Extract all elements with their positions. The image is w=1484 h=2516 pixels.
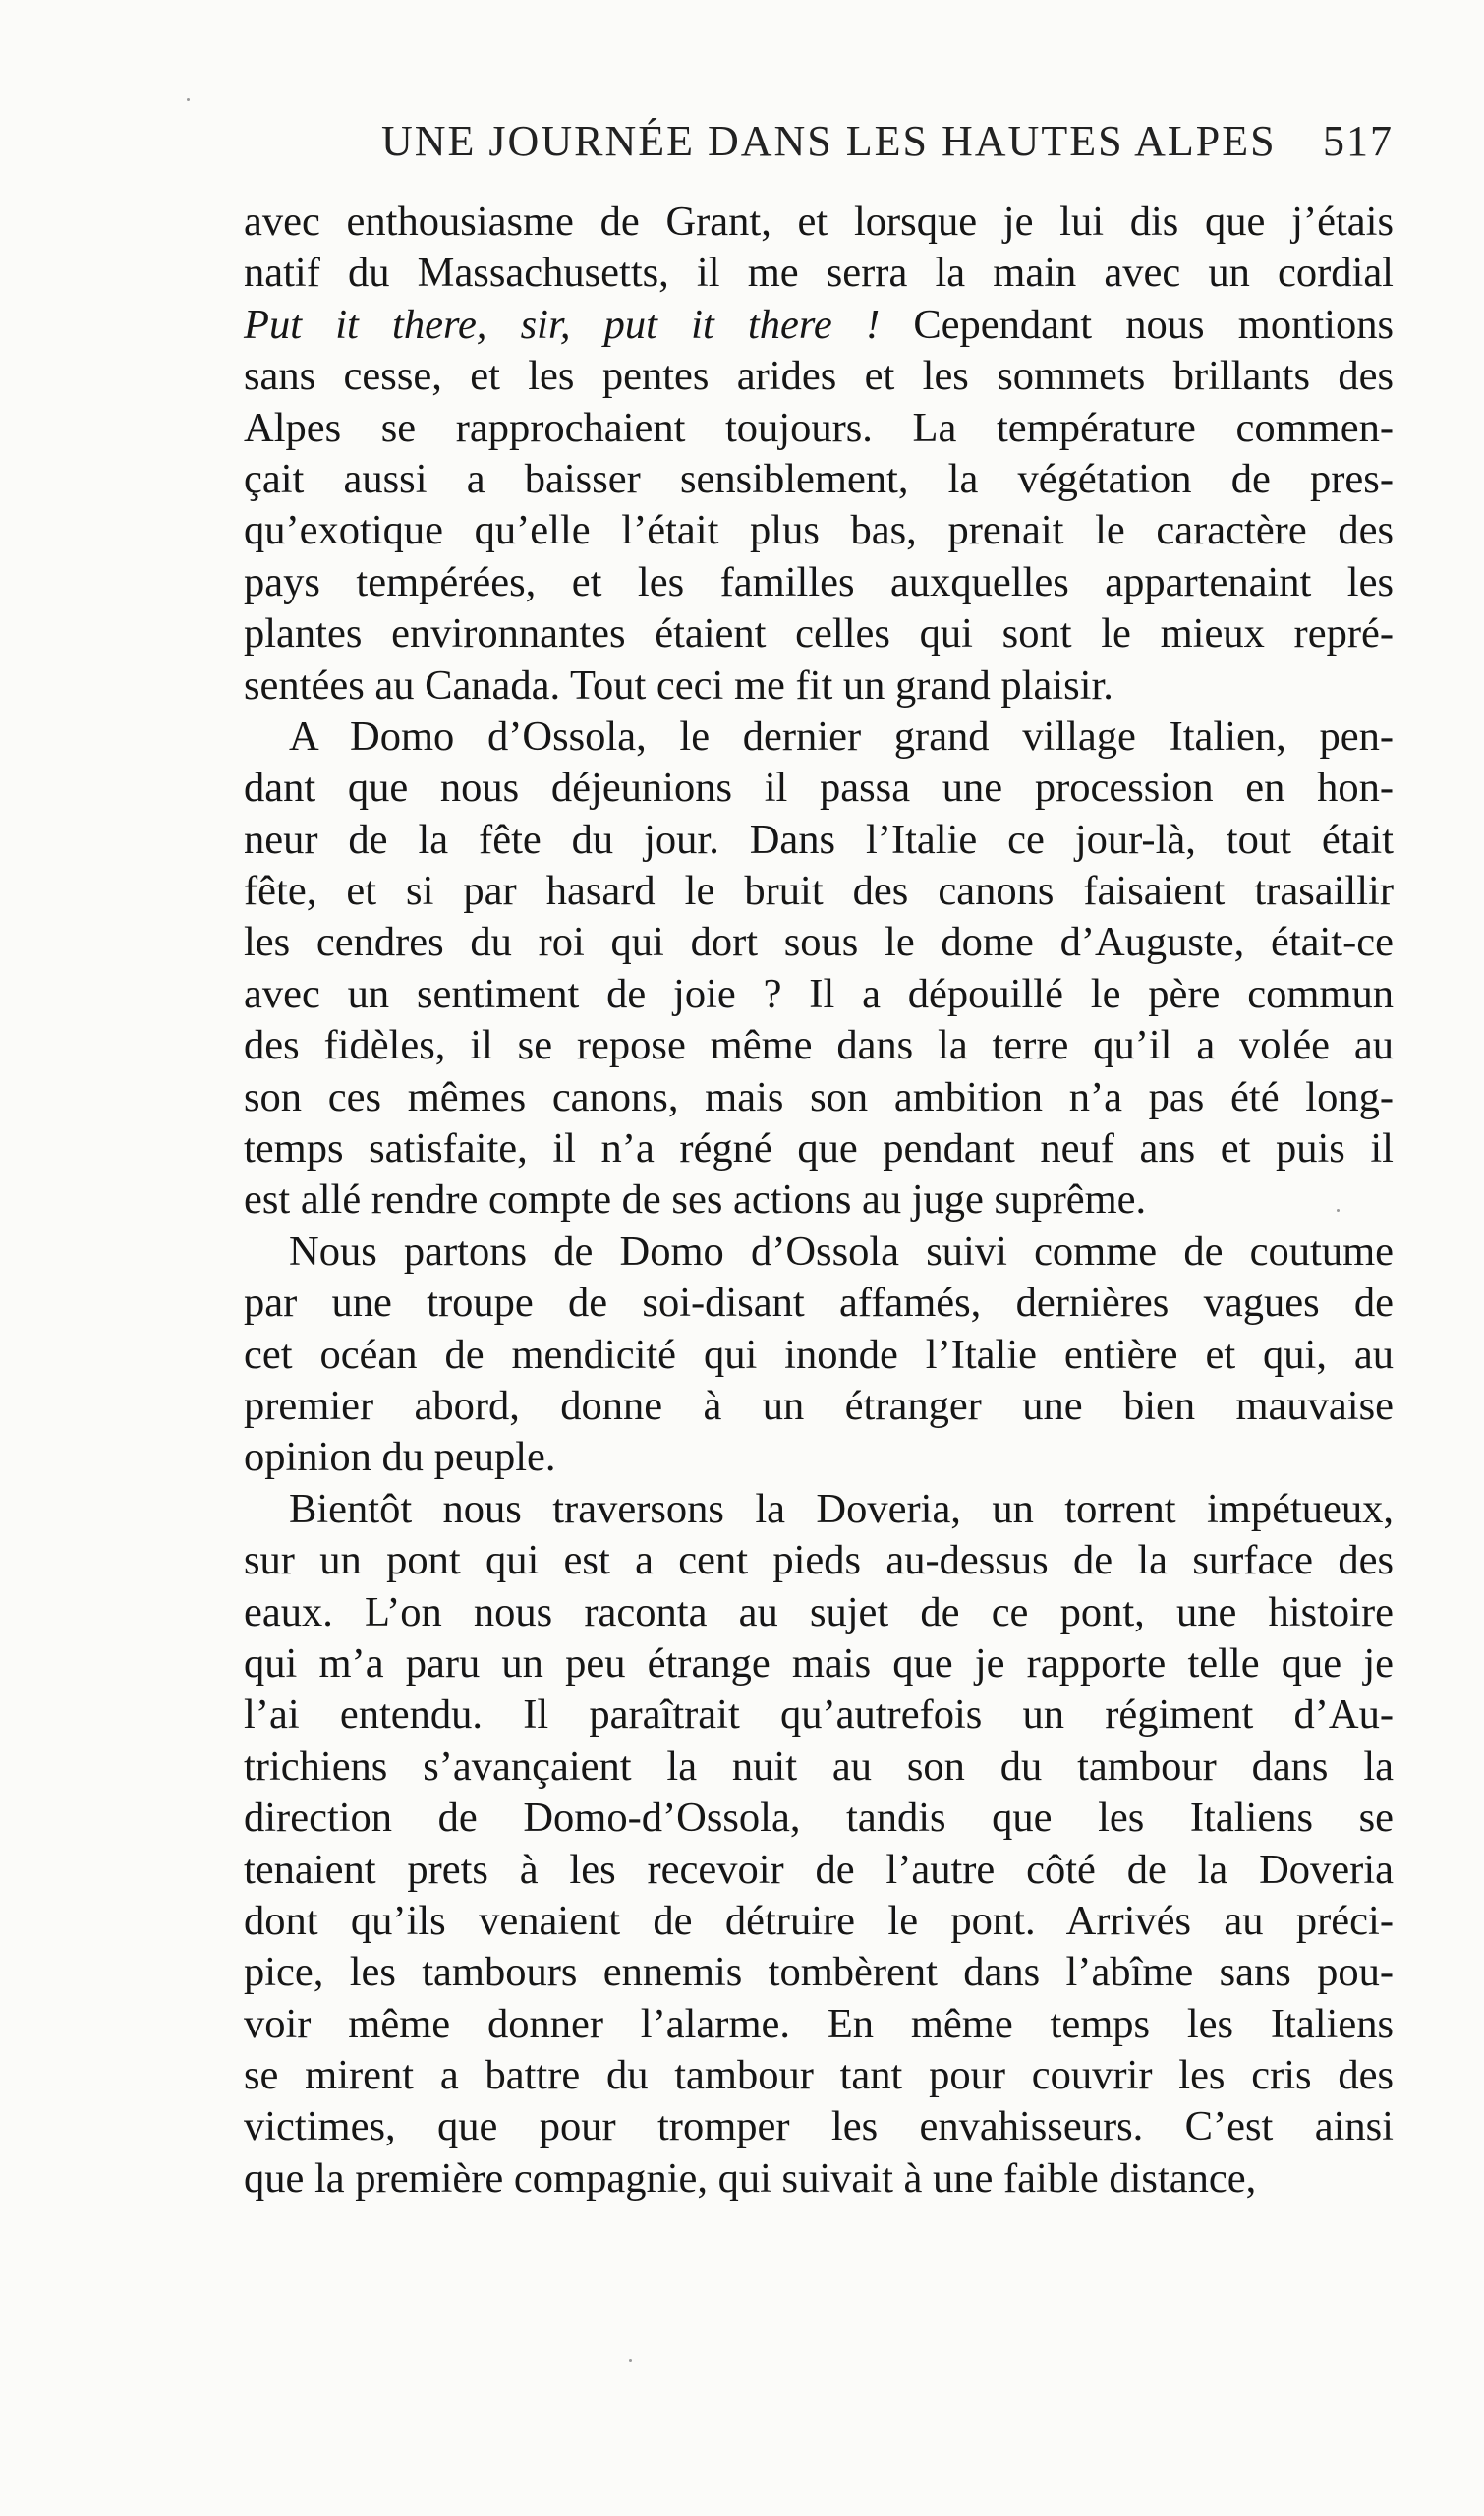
body-text (244, 197, 1394, 2204)
text-line: les cendres du roi qui dort sous le dome d’Auguste, était-ce (244, 919, 1394, 966)
text-line: se mirent a battre du tambour tant pour couvrir les cris des (244, 2052, 1394, 2099)
text-line: pays tempérées, et les familles auxquelles appartenaint les (244, 558, 1394, 605)
page-number: 517 (1323, 117, 1394, 165)
text-line: premier abord, donne à un étranger une bien mauvaise (244, 1382, 1394, 1429)
text-line: son ces mêmes canons, mais son ambition n’a pas été long- (244, 1073, 1394, 1120)
paper-speck (629, 2359, 632, 2362)
text-line: A Domo d’Ossola, le dernier grand village Italien, pen- (289, 713, 1394, 760)
text-line: est allé rendre compte de ses actions au juge suprême. (244, 1176, 1147, 1224)
paragraph (244, 712, 1394, 1227)
running-header (244, 116, 1394, 165)
text-line: Alpes se rapprochaient toujours. La température commen- (244, 404, 1394, 451)
paper-speck (1337, 1209, 1340, 1212)
text-line: l’ai entendu. Il paraîtrait qu’autrefois un régiment d’Au- (244, 1691, 1394, 1739)
text-line: sans cesse, et les pentes arides et les sommets brillants des (244, 353, 1394, 400)
text-line: sentées au Canada. Tout ceci me fit un grand plaisir. (244, 661, 1113, 709)
paragraph (244, 1484, 1394, 2204)
paper-speck (187, 98, 190, 101)
paragraph (244, 197, 1394, 712)
running-title: UNE JOURNÉE DANS LES HAUTES ALPES (381, 117, 1277, 165)
text-line: Bientôt nous traversons la Doveria, un torrent impétueux, (289, 1485, 1394, 1532)
text-line: voir même donner l’alarme. En même temps les Italiens (244, 2000, 1394, 2047)
text-line: direction de Domo-d’Ossola, tandis que les Italiens se (244, 1795, 1394, 1842)
text-line: dont qu’ils venaient de détruire le pont. Arrivés au préci- (244, 1897, 1394, 1944)
text-line: avec enthousiasme de Grant, et lorsque je lui dis que j’étais (244, 199, 1394, 245)
text-line: tenaient prets à les recevoir de l’autre côté de la Doveria (244, 1846, 1394, 1893)
text-line: fête, et si par hasard le bruit des canons faisaient trasaillir (244, 868, 1394, 915)
text-line: temps satisfaite, il n’a régné que pendant neuf ans et puis il (244, 1125, 1394, 1172)
text-line: opinion du peuple. (244, 1434, 556, 1481)
text-line: cet océan de mendicité qui inonde l’Italie entière et qui, au (244, 1331, 1394, 1378)
text-line: natif du Massachusetts, il me serra la main avec un cordial (244, 250, 1394, 297)
italic-quote: Put it there, sir, put it there ! (244, 301, 881, 348)
text-line: eaux. L’on nous raconta au sujet de ce pont, une histoire (244, 1588, 1394, 1635)
text-line: avec un sentiment de joie ? Il a dépouillé le père commun (244, 970, 1394, 1017)
text-line: victimes, que pour tromper les envahisseurs. C’est ainsi (244, 2103, 1394, 2150)
text-line: que la première compagnie, qui suivait à une faible distance, (244, 2154, 1257, 2202)
text-line: qui m’a paru un peu étrange mais que je rapporte telle que je (244, 1639, 1394, 1687)
text-line (244, 300, 1394, 351)
paragraph (244, 1227, 1394, 1484)
text-line: sur un pont qui est a cent pieds au-dessus de la surface des (244, 1537, 1394, 1584)
text-line: par une troupe de soi-disant affamés, dernières vagues de (244, 1280, 1394, 1327)
text-line: neur de la fête du jour. Dans l’Italie ce jour-là, tout était (244, 816, 1394, 863)
text-line: dant que nous déjeunions il passa une procession en hon- (244, 765, 1394, 812)
text-line: qu’exotique qu’elle l’était plus bas, prenait le caractère des (244, 507, 1394, 554)
text-line: des fidèles, il se repose même dans la terre qu’il a volée au (244, 1022, 1394, 1069)
text-line: trichiens s’avançaient la nuit au son du tambour dans la (244, 1743, 1394, 1790)
text-line: çait aussi a baisser sensiblement, la végétation de pres- (244, 455, 1394, 502)
text-fragment: Cependant nous montions (880, 301, 1394, 348)
text-line: Nous partons de Domo d’Ossola suivi comme de coutume (289, 1228, 1394, 1275)
text-line: pice, les tambours ennemis tombèrent dans l’abîme sans pou- (244, 1949, 1394, 1996)
text-line: plantes environnantes étaient celles qui sont le mieux repré- (244, 610, 1394, 658)
